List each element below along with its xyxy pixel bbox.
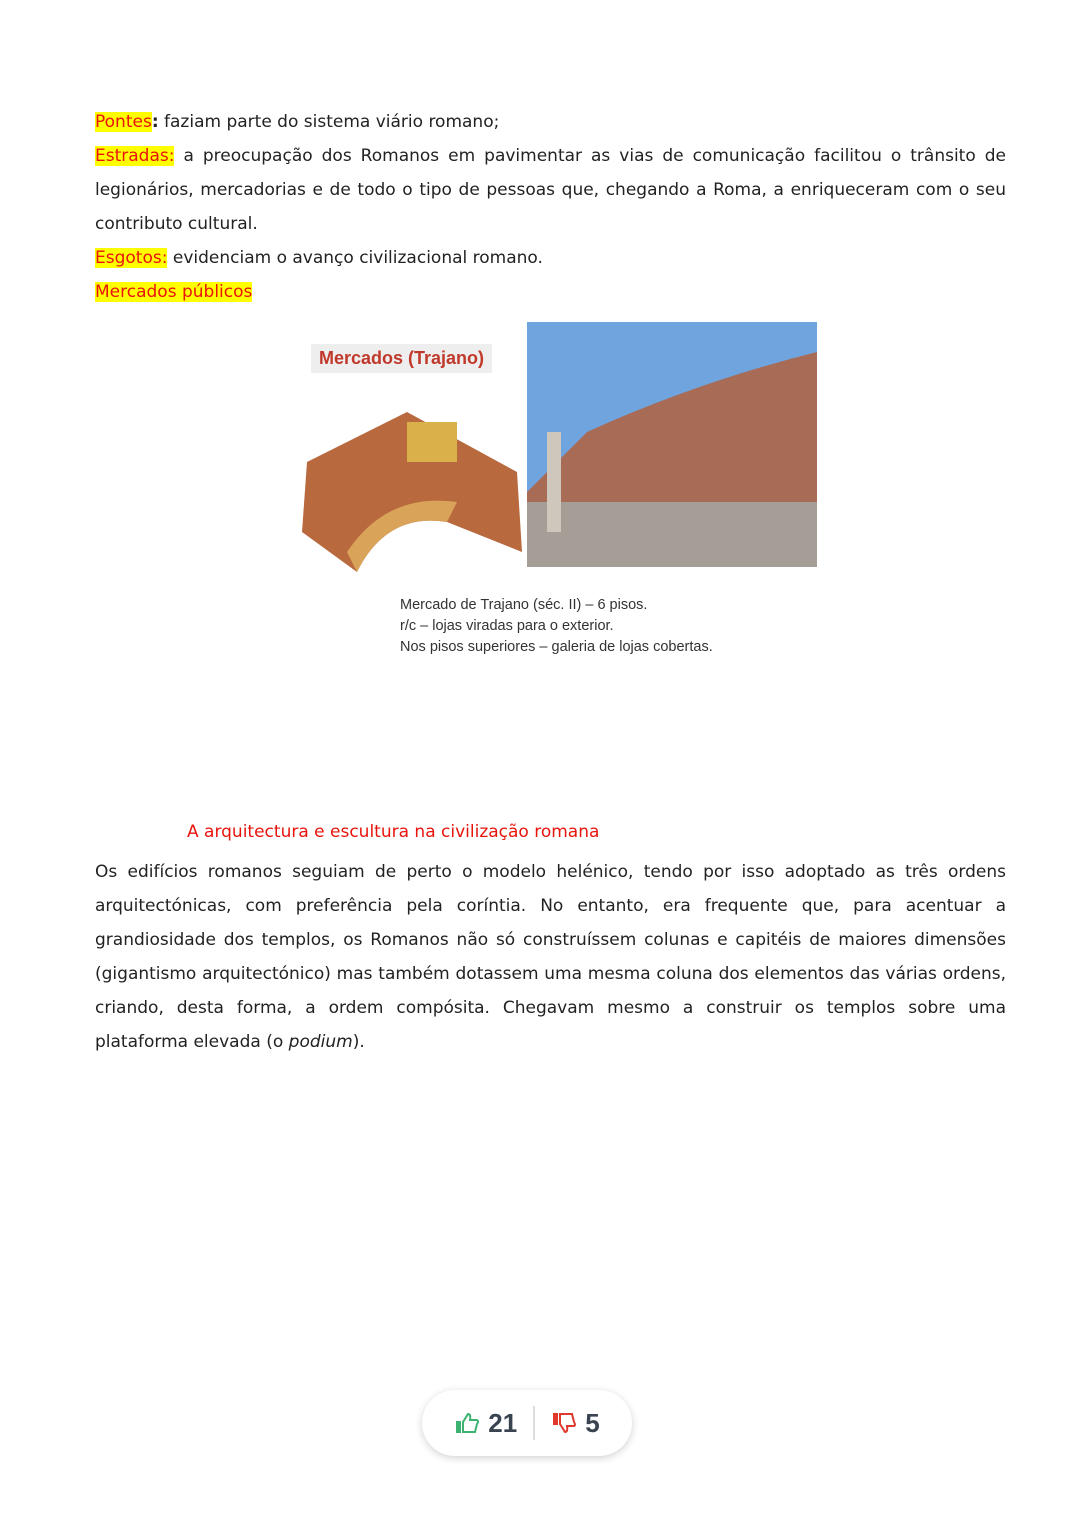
trajan-markets-figure (297, 322, 817, 572)
figure-caption (400, 595, 713, 658)
text-block (95, 105, 1006, 309)
thumbs-up-icon (454, 1411, 480, 1435)
vote-widget (422, 1390, 632, 1456)
caption-line: Nos pisos superiores – galeria de lojas cobertas. (400, 639, 713, 655)
label-esgotos: Esgotos: (95, 248, 168, 268)
market-model-illustration (297, 402, 525, 572)
colon: : (151, 112, 159, 132)
pontes-line (95, 105, 1006, 139)
market-photo (527, 322, 817, 567)
figure-title: Mercados (Trajano) (311, 344, 492, 373)
esgotos-text: evidenciam o avanço civilizacional romano. (167, 248, 543, 268)
thumbs-down-icon (551, 1411, 577, 1435)
downvote-count: 5 (585, 1407, 600, 1438)
paragraph-end: ). (352, 1032, 365, 1052)
thumbs-up-button[interactable] (454, 1408, 517, 1439)
mercados-line (95, 275, 1006, 309)
label-estradas: Estradas: (95, 146, 175, 166)
estradas-line (95, 139, 1006, 241)
thumbs-down-button[interactable] (551, 1408, 599, 1439)
caption-line: r/c – lojas viradas para o exterior. (400, 618, 614, 634)
divider (533, 1406, 535, 1440)
estradas-text: a preocupação dos Romanos em pavimentar as vias de comunicação facilitou o trânsito de legionários, mercadorias e de todo o tipo de pessoas que, chegando a Roma, a enriqueceram com o seu contributo cultural. (95, 146, 1006, 234)
label-pontes: Pontes (95, 112, 152, 132)
podium-term: podium (288, 1032, 353, 1052)
body-paragraph (95, 855, 1006, 1059)
upvote-count: 21 (488, 1407, 518, 1438)
section-heading: A arquitectura e escultura na civilização romana (187, 822, 600, 842)
pontes-text: faziam parte do sistema viário romano; (158, 112, 500, 132)
caption-line: Mercado de Trajano (séc. II) – 6 pisos. (400, 597, 648, 613)
label-mercados: Mercados públicos (95, 282, 253, 302)
esgotos-line (95, 241, 1006, 275)
paragraph-text: Os edifícios romanos seguiam de perto o modelo helénico, tendo por isso adoptado as três ordens arquitectónicas, com preferência pela coríntia. No entanto, era frequente que, para acentuar a grandiosidade dos templos, os Romanos não só construíssem colunas e capitéis de maiores dimensões (gigantismo arquitectónico) mas também dotassem uma mesma coluna dos elementos das várias ordens, criando, desta forma, a ordem compósita. Chegavam mesmo a construir os templos sobre uma plataforma elevada (o (95, 862, 1006, 1052)
